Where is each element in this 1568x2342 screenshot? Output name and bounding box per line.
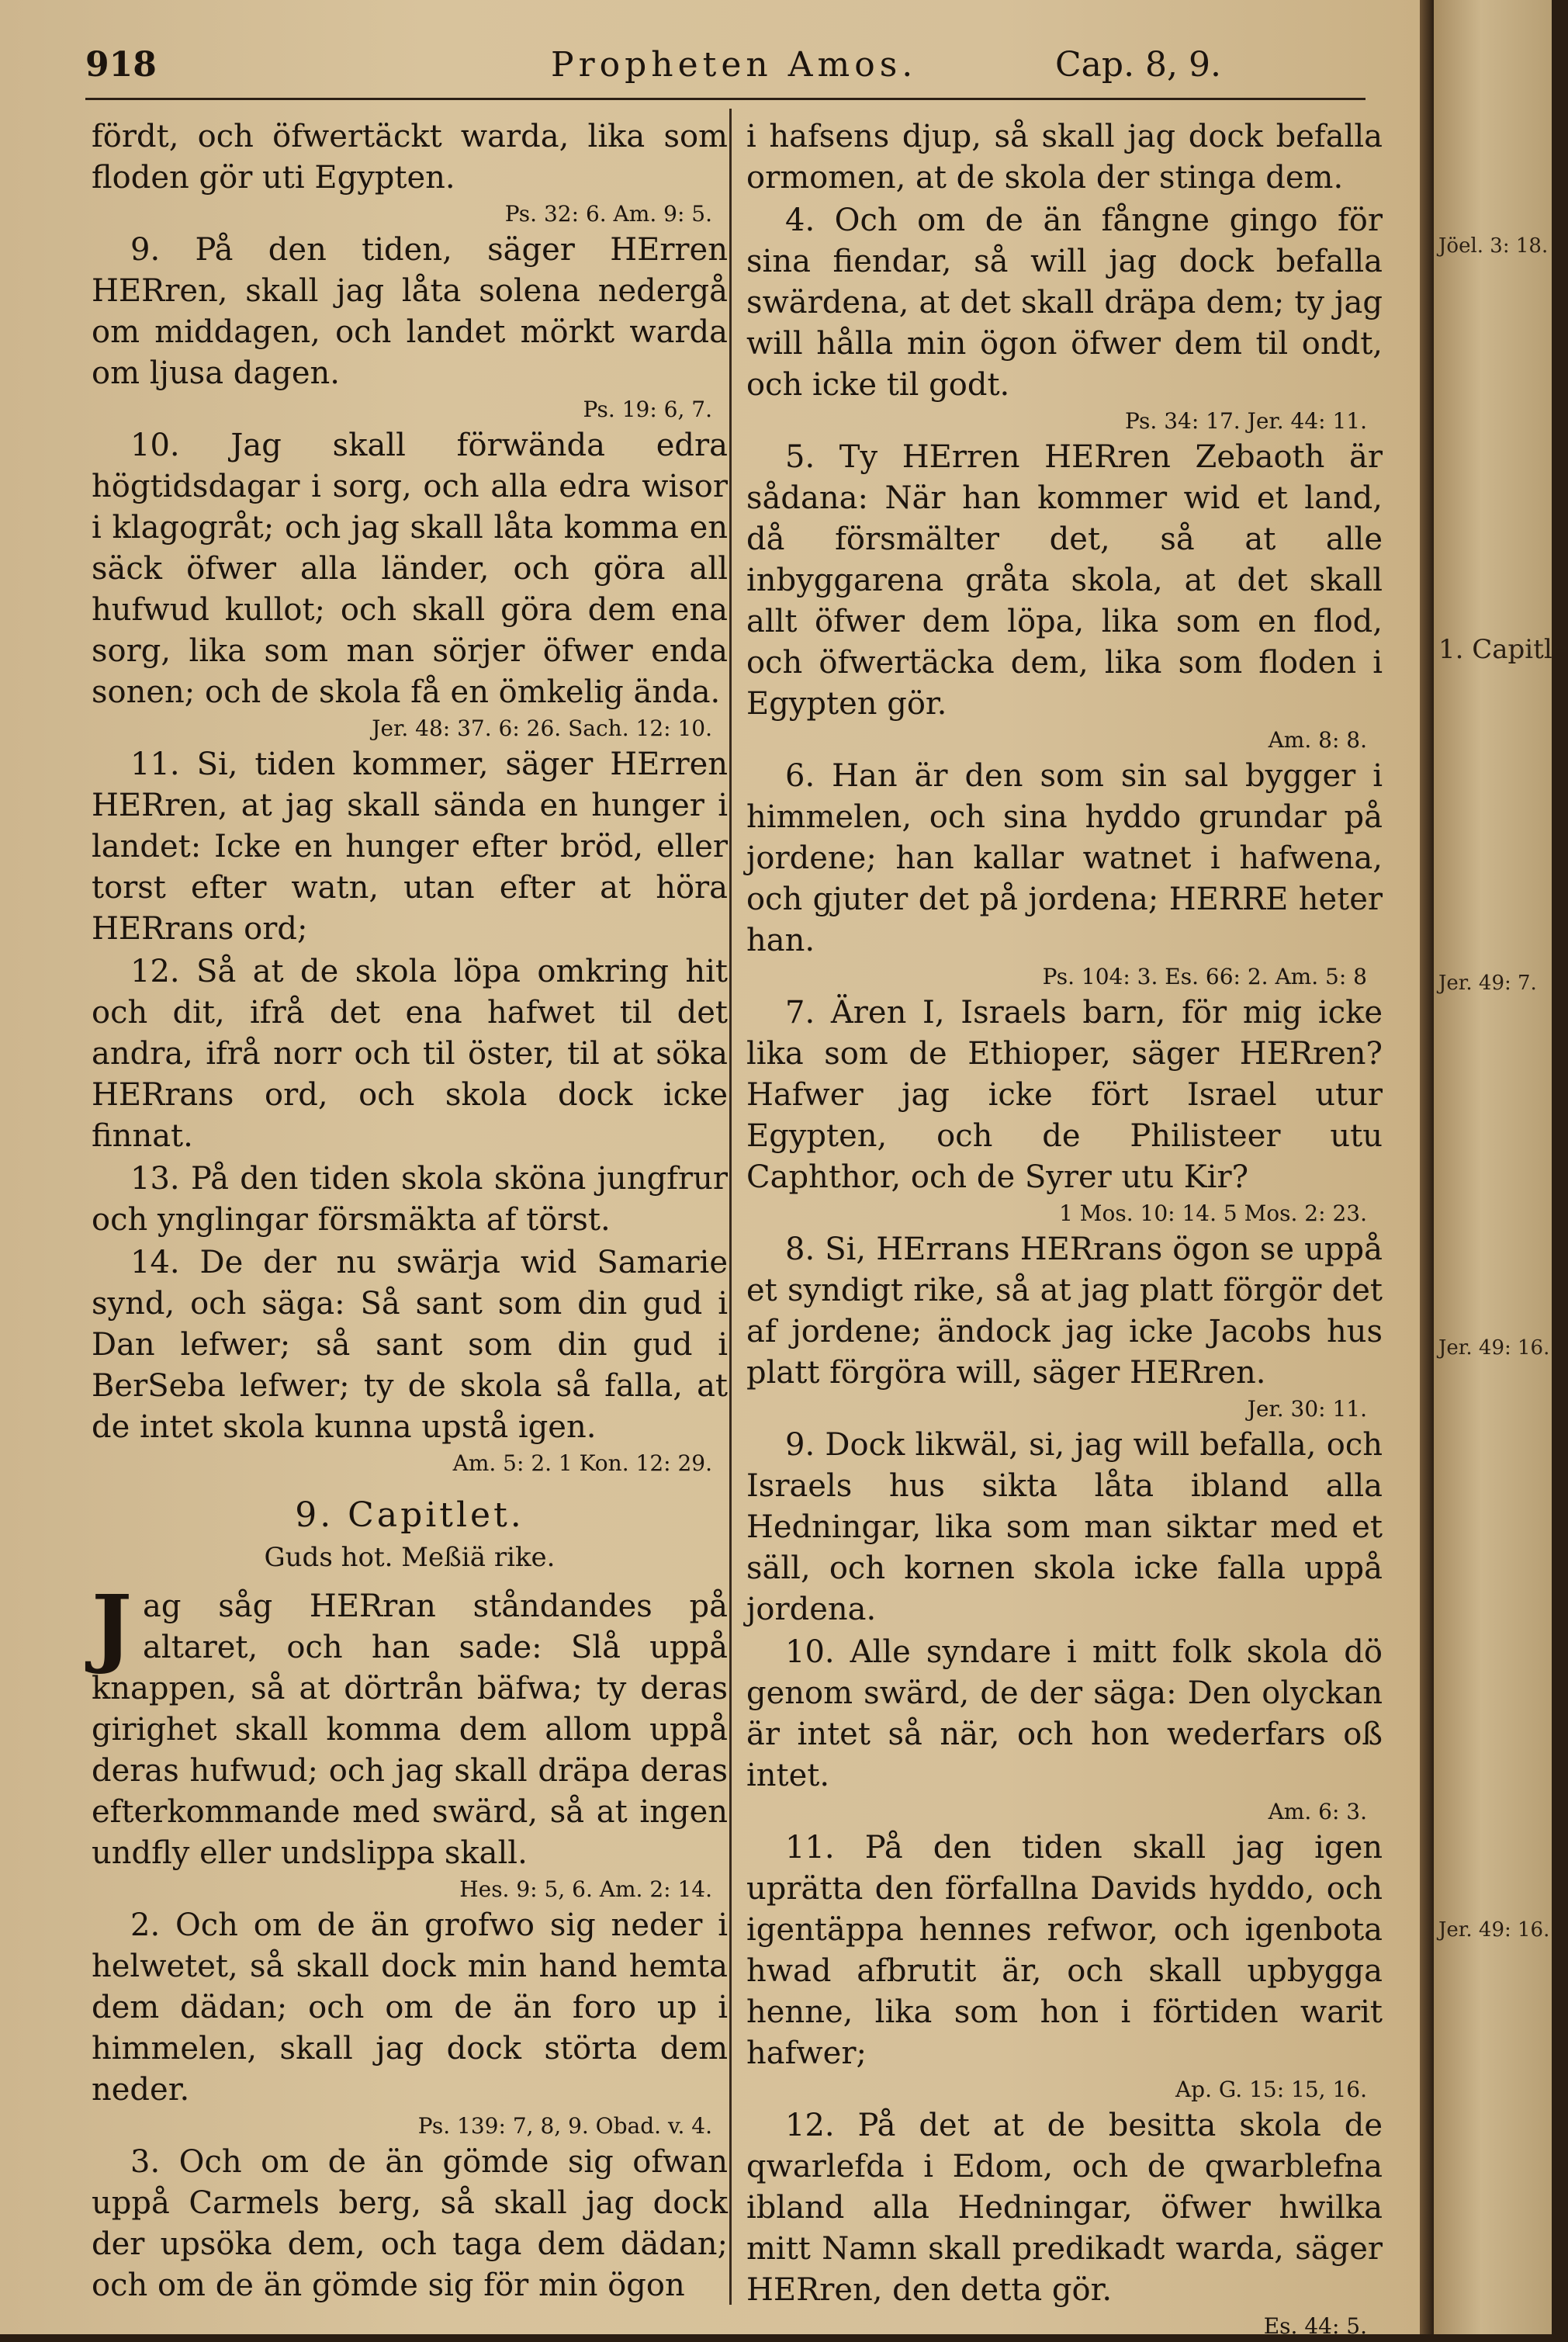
chapter-summary: Guds hot. Meßiä rike. [264, 1542, 556, 1573]
verse: 14. De der nu swärja wid Samarie synd, och säga: Så sant som din gud i Dan lefwer; så sant som din gud i BerSeba lefwer; ty de skola så falla, at de intet skola kunna upstå igen. [92, 1245, 728, 1445]
left-column-verses [92, 116, 728, 1478]
cross-reference: Am. 5: 2. 1 Kon. 12: 29. [452, 1450, 712, 1476]
adjacent-fragment: 1. Capitle [1438, 634, 1568, 665]
continued-text: fördt, och öfwertäckt warda, lika som floden gör uti Egypten. [92, 119, 728, 196]
adjacent-fragment: Jer. 49: 7. [1438, 972, 1537, 995]
cross-reference: Es. 44: 5. [1263, 2313, 1367, 2339]
verse: 12. Så at de skola löpa omkring hit och dit, ifrå det ena hafwet til det andra, ifrå norr och til öster, til at söka HERrans ord, och skola dock icke finnat. [92, 954, 728, 1154]
cross-reference: Ps. 139: 7, 8, 9. Obad. v. 4. [417, 2113, 712, 2139]
verse: 10. Alle syndare i mitt folk skola dö genom swärd, de der säga: Den olyckan är intet så när, och hon wederfars oß intet. [746, 1634, 1383, 1793]
cross-reference: Ps. 34: 17. Jer. 44: 11. [1124, 408, 1367, 434]
cross-reference: Jer. 30: 11. [1247, 1396, 1367, 1422]
verse: 12. På det at de besitta skola de qwarlefda i Edom, och de qwarblefna ibland alla Hedningar, öfwer hwilka mitt Namn skall predikadt warda, säger HERren, den detta gör. [746, 2108, 1383, 2308]
cross-reference: Ap. G. 15: 15, 16. [1175, 2077, 1367, 2102]
verse: 9. På den tiden, säger HErren HERren, skall jag låta solena nedergå om middagen, och landet mörkt warda om ljusa dagen. [92, 232, 728, 391]
column-divider [729, 109, 732, 2305]
chapter-opening-verse [92, 1576, 728, 1874]
chapter-reference: Cap. 8, 9. [1055, 45, 1221, 85]
right-column [746, 116, 1383, 2342]
verse: 4. Och om de än fångne gingo för sina fiendar, så will jag dock befalla swärdena, at det skall dräpa dem; ty jag will hålla min ögon öfwer dem til ondt, och icke til godt. [746, 203, 1383, 403]
page-header [85, 45, 1249, 99]
adjacent-fragment: Jer. 49: 16. [1438, 1918, 1550, 1942]
book-gutter [1420, 0, 1434, 2334]
verse: 5. Ty HErren HERren Zebaoth är sådana: När han kommer wid et land, då försmälter det, så at alle inbyggarena gråta skola, at det skall allt öfwer dem löpa, lika som en flod, och öfwertäcka dem, lika som floden i Egypten gör. [746, 439, 1383, 722]
running-title: Propheten Amos. [551, 45, 918, 85]
left-column-verses-after [92, 1876, 728, 2306]
adjacent-page-edge [1434, 0, 1568, 2334]
verse: 7. Ären I, Israels barn, för mig icke lika som de Ethioper, säger HERren? Hafwer jag icke fört Israel utur Egypten, och de Philisteer utu Caphthor, och de Syrer utu Kir? [746, 995, 1383, 1195]
verse: 10. Jag skall förwända edra högtidsdagar i sorg, och alla edra wisor i klagogråt; och jag skall låta komma en säck öfwer alla länder, och göra all hufwud kullot; och skall göra dem ena sorg, lika som man sörjer öfwer enda sonen; och de skola få en ömkelig ända. [92, 428, 728, 710]
page-number: 918 [85, 45, 157, 85]
verse: 9. Dock likwäl, si, jag will befalla, och Israels hus sikta låta ibland alla Hedningar, lika som man siktar med et säll, och kornen skola icke falla uppå jordena. [746, 1427, 1383, 1627]
left-column [92, 116, 728, 2308]
verse: 11. Si, tiden kommer, säger HErren HERren, at jag skall sända en hunger i landet: Icke en hunger efter bröd, eller torst efter watn, utan efter at höra HERrans ord; [92, 747, 728, 947]
verse: 2. Och om de än grofwo sig neder i helwetet, så skall dock min hand hemta dem dädan; och om de än foro up i himmelen, skall jag dock störta dem neder. [92, 1907, 728, 2108]
verse: 8. Si, HErrans HERrans ögon se uppå et syndigt rike, så at jag platt förgör det af jordene; ändock jag icke Jacobs hus platt förgöra will, säger HERren. [746, 1232, 1383, 1391]
cross-reference: Ps. 19: 6, 7. [583, 397, 712, 422]
cross-reference: Am. 8: 8. [1268, 727, 1367, 753]
verse: 11. På den tiden skall jag igen uprätta den förfallna Davids hyddo, och igentäppa hennes refwor, och igenbota hwad afbrutit är, och skall upbygga henne, lika som hon i förtiden warit hafwer; [746, 1830, 1383, 2071]
chapter-title: 9. Capitlet. [295, 1495, 524, 1535]
header-rule [85, 98, 1366, 100]
drop-cap: J [92, 1576, 133, 1676]
continued-text: i hafsens djup, så skall jag dock befalla ormomen, at de skola der stinga dem. [746, 119, 1383, 196]
cross-reference: Jer. 48: 37. 6: 26. Sach. 12: 10. [372, 715, 712, 741]
opening-text: ag såg HERran ståndandes på altaret, och han sade: Slå uppå knappen, så at dörtrån bäfwa; ty deras girighet skall komma dem allom uppå deras hufwud; och jag skall dräpa deras efterkommande med swärd, så at ingen undfly eller undslippa skall. [92, 1588, 728, 1871]
cross-reference: Hes. 9: 5, 6. Am. 2: 14. [459, 1876, 712, 1902]
cross-reference: Ps. 104: 3. Es. 66: 2. Am. 5: 8 [1042, 964, 1367, 989]
verse: 6. Han är den som sin sal bygger i himmelen, och sina hyddo grundar på jordene; han kallar watnet i hafwena, och gjuter det på jordena; HERRE heter han. [746, 758, 1383, 958]
cross-reference: Ps. 32: 6. Am. 9: 5. [504, 201, 712, 227]
verse: 3. Och om de än gömde sig ofwan uppå Carmels berg, så skall jag dock der upsöka dem, och taga dem dädan; och om de än gömde sig för min ögon [92, 2144, 728, 2303]
verse: 13. På den tiden skola sköna jungfrur och ynglingar försmäkta af törst. [92, 1161, 728, 1238]
right-column-verses [746, 116, 1383, 2340]
adjacent-fragment: Jer. 49: 16. [1438, 1336, 1550, 1360]
cross-reference: Am. 6: 3. [1268, 1799, 1367, 1824]
cross-reference: 1 Mos. 10: 14. 5 Mos. 2: 23. [1059, 1200, 1367, 1226]
adjacent-fragment: Jöel. 3: 18. [1438, 234, 1549, 258]
